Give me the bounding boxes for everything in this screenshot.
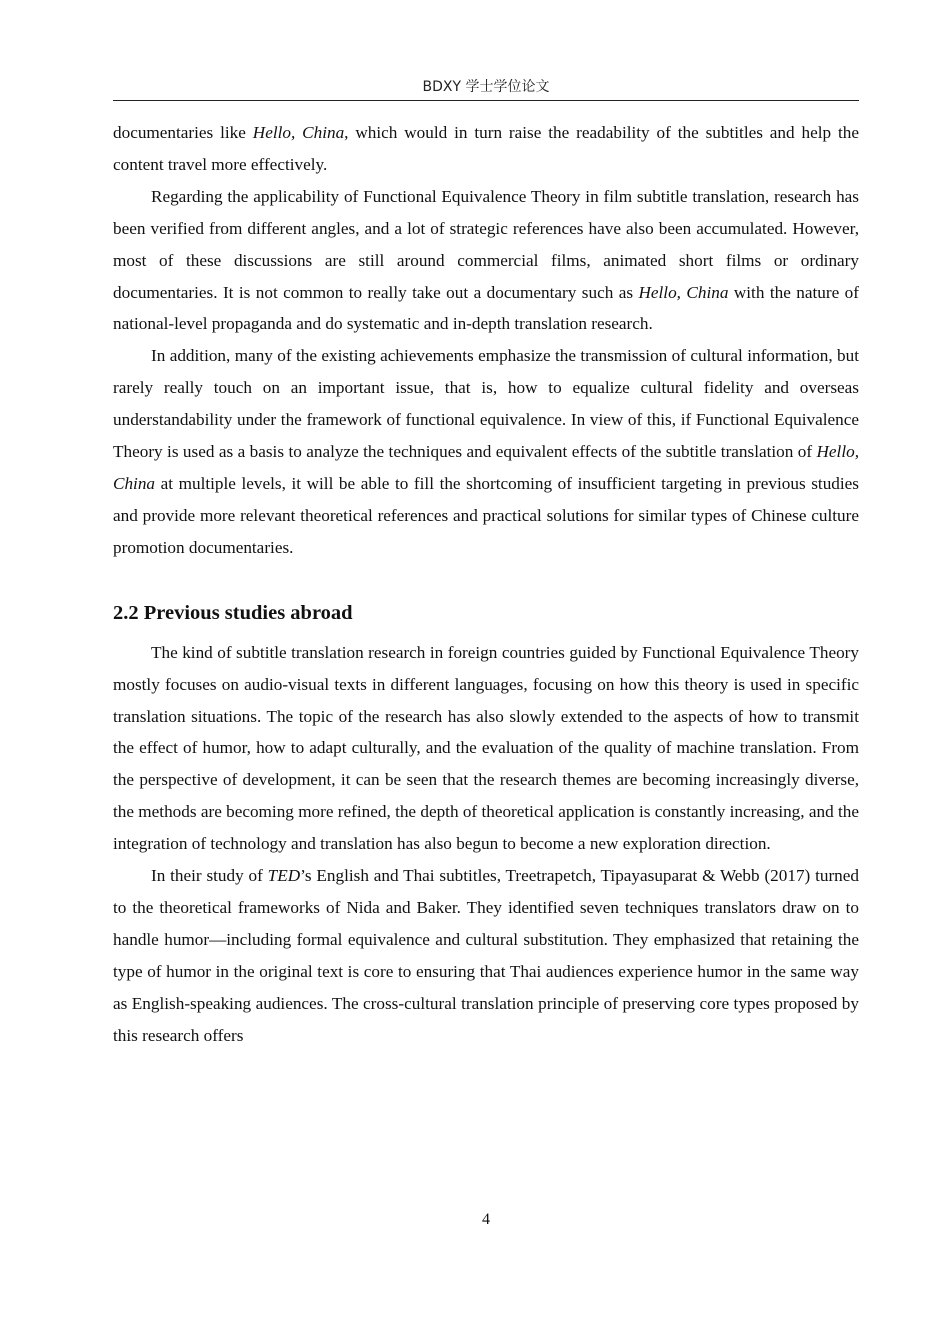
body-paragraph — [113, 181, 859, 341]
body-paragraph — [113, 860, 859, 1051]
text-segment: at multiple levels, it will be able to fill the shortcoming of insufficient targeting in previous studies and provide more relevant theoretical references and practical solutions for similar types of Chinese culture promotion documentaries. — [113, 473, 859, 557]
text-segment: Regarding the applicability of Functional Equivalence Theory in film subtitle translation, research has been verified from different angles, and a lot of strategic references have also been accumulated. However, most of these discussions are still around commercial films, animated short films or ordinary documentaries. It is not common to really take out a documentary such as — [113, 186, 859, 302]
body-paragraph — [113, 637, 859, 860]
section-heading: 2.2 Previous studies abroad — [113, 601, 353, 624]
paragraph-group-before — [113, 117, 859, 564]
body-paragraph — [113, 117, 859, 181]
text-segment: The kind of subtitle translation research in foreign countries guided by Functional Equivalence Theory mostly focuses on audio-visual texts in different languages, focusing on how this theory is used in specific translation situations. The topic of the research has also slowly extended to the aspects of how to transmit the effect of humor, how to adapt culturally, and the evaluation of the quality of machine translation. From the perspective of development, it can be seen that the research themes are becoming increasingly diverse, the methods are becoming more refined, the depth of theoretical application is constantly increasing, and the integration of technology and translation has also begun to become a new exploration direction. — [113, 642, 859, 854]
page-body — [113, 117, 859, 1051]
italic-title: Hello, China — [638, 282, 729, 302]
text-segment: ’s English and Thai subtitles, Treetrapetch, Tipayasuparat & Webb (2017) turned to the theoretical frameworks of Nida and Baker. They identified seven techniques translators draw on to handle humor—including formal equivalence and cultural substitution. They emphasized that retaining the type of humor in the original text is core to ensuring that Thai audiences experience humor in the same way as English-speaking audiences. The cross-cultural translation principle of preserving core types proposed by this research offers — [113, 866, 859, 1045]
running-header: BDXY 学士学位论文 — [422, 79, 550, 95]
header-divider — [113, 100, 859, 101]
page-number: 4 — [482, 1211, 490, 1228]
italic-title: Hello, China — [252, 123, 345, 142]
italic-title: Hello, China — [113, 442, 859, 493]
text-segment: In their study of — [151, 866, 268, 886]
text-segment: with the nature of national-level propaganda and do systematic and in-depth translation research. — [113, 282, 859, 334]
italic-title: TED — [267, 866, 301, 886]
text-segment: , which would in turn raise the readability of the subtitles and help the content travel more effectively. — [113, 123, 859, 174]
paragraph-group-after — [113, 637, 859, 1052]
body-paragraph — [113, 340, 859, 563]
text-segment: documentaries like — [113, 123, 253, 142]
text-segment: In addition, many of the existing achievements emphasize the transmission of cultural information, but rarely really touch on an important issue, that is, how to equalize cultural fidelity and overseas understandability under the framework of functional equivalence. In view of this, if Functional Equivalence Theory is used as a basis to analyze the techniques and equivalent effects of the subtitle translation of — [113, 346, 859, 462]
